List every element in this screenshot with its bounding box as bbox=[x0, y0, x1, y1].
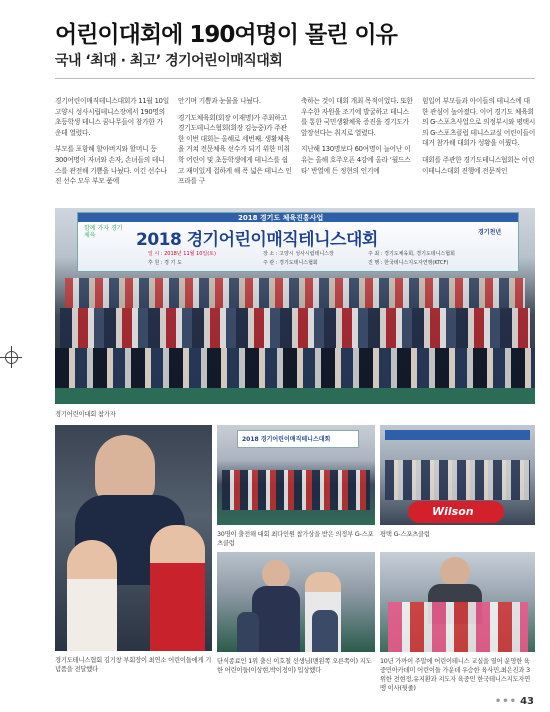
banner-venue: 장 소 : 고양시 성사시립테니스장 bbox=[263, 251, 334, 257]
caption-pyeongtaek: 평택 G-스포츠클럽 bbox=[380, 531, 430, 538]
wilson-text: Wilson bbox=[432, 505, 474, 518]
child-left bbox=[237, 612, 259, 652]
paragraph: 힘입어 부모들과 아이들의 테니스에 대한 관심이 높아졌다. 이어 경기도 체육회의 G-스포츠사업으로 의정부시와 평택시의 G-스포츠클럽 테니스교실 어린이들이 대거 참가해 대회가 성황을 이뤘다. bbox=[422, 97, 536, 148]
photo-uijeongbu-club bbox=[217, 425, 375, 525]
court-surface bbox=[55, 388, 535, 404]
banner-organizer: 주 관 : 경기도테니스협회 bbox=[263, 260, 318, 266]
caption-academy: 10년 가까이 주말에 어린이테니스 교실을 열어 운영한 육중민아카데미 어린이들 가운데 우승한 육사민,최은진과 3위한 전현정,유지환과 지도자 육중민 한국테니스지도자연맹 이사(뒷줄) bbox=[380, 658, 531, 692]
paragraph: 지난해 130명보다 60여명이 늘어난 이유는 올해 호주오픈 4강에 올라 ‘월드스타’ 반열에 든 정현의 인기에 bbox=[301, 145, 411, 175]
paragraph: 경기어린이매직테니스대회가 11월 10일 고양시 성사시립테니스장에서 190명의 초등학생 테니스 꿈나무들이 참가한 가운데 열렸다. bbox=[55, 97, 169, 137]
coach-face bbox=[262, 560, 290, 588]
mini-banner-strip bbox=[385, 430, 530, 440]
child-right bbox=[312, 610, 338, 652]
club-members bbox=[385, 460, 530, 500]
article-subtitle: 국내 ‘최대 · 최고’ 경기어린이매직대회 bbox=[55, 53, 283, 69]
page-number-value: 43 bbox=[520, 696, 534, 707]
club-members bbox=[222, 470, 370, 510]
paragraph: 경기도체육회(회장 이재명)가 주최하고 경기도테니스협회(회장 김능중)가 주관한 이번 대회는 올해로 세번째. 생활체육을 거쳐 전문체육 선수가 되기 위한 미취학 어린이 및 초등학생에게 테니스를 쉽고 재미있게 접하게 해 폭 넓은 테니스 인프라를 구 bbox=[178, 113, 292, 186]
caption-coach-lee: 단식종료인 1위 출신 이호철 선생님(맨왼쪽 오른쪽이) 지도한 어린이들(이상현,박이정이) 입상했다 bbox=[217, 658, 372, 674]
photo-award-presentation bbox=[55, 425, 212, 651]
paragraph: 부모를 포함해 할아버지와 할머니 등 300여명이 자녀와 손자, 손녀들의 테니스를 관전해 기쁨을 나눴다. 이긴 선수나 진 선수 모두 부모 품에 bbox=[55, 145, 167, 186]
mini-banner bbox=[237, 430, 359, 448]
banner-operator: 진 행 : 한국테니스지도자연맹(KTCF) bbox=[368, 260, 449, 266]
banner-anniv: 경기천년 bbox=[478, 229, 502, 236]
banner-host: 주 최 : 경기도체육회, 경기도테니스협회 bbox=[368, 251, 455, 257]
main-group-photo bbox=[55, 208, 535, 404]
mini-banner-text: 2018 경기어린이매직테니스대회 bbox=[242, 436, 331, 443]
crowd-front-row bbox=[55, 348, 535, 388]
crowd-back-row bbox=[65, 278, 525, 308]
page-number bbox=[495, 696, 534, 707]
main-photo-caption: 경기어린이대회 참가자 bbox=[55, 411, 116, 418]
banner-slogan: 함께 가자 경기 체육 bbox=[84, 225, 123, 239]
text-column-2 bbox=[178, 96, 292, 193]
girl-left bbox=[67, 540, 117, 651]
girl-right bbox=[150, 525, 205, 651]
coach-face bbox=[440, 557, 470, 587]
page-dots: ••• bbox=[494, 696, 518, 707]
event-banner bbox=[77, 212, 519, 272]
text-column-4 bbox=[422, 96, 536, 182]
paragraph: 축하는 것이 대회 개최 목적이었다. 또한 우수한 자원을 조기에 발굴하고 테니스를 통한 국민생활체육 증진을 경기도가 앞장선다는 취지로 열렸다. bbox=[301, 97, 413, 137]
article-title: 어린이대회에 190여명이 몰린 이유 bbox=[55, 22, 397, 48]
paragraph: 안기며 기쁨과 눈물을 나눴다. bbox=[178, 97, 261, 105]
photo-pyeongtaek-club bbox=[380, 425, 535, 525]
text-column-3 bbox=[301, 96, 415, 182]
banner-top-line: 2018 경기도 체육진흥사업 bbox=[238, 214, 324, 222]
coach-body bbox=[252, 586, 300, 652]
caption-award: 경기도테니스협회 김기창 부회장이 최연소 어린이들에게 기념품을 전달했다 bbox=[55, 657, 212, 673]
paragraph: 대회를 주관한 경기도테니스협회는 어린이테니스대회 진행에 전문적인 bbox=[422, 155, 535, 175]
title-divider bbox=[55, 78, 535, 79]
caption-uijeongbu: 30명이 출전해 대회 최다인원 참가상을 받은 의정부 G-스포츠클럽 bbox=[217, 531, 374, 547]
photo-coach-lee bbox=[217, 552, 375, 652]
banner-sponsor: 후 원 : 경 기 도 bbox=[148, 260, 182, 266]
photo-academy-winners bbox=[380, 552, 535, 652]
registration-mark bbox=[5, 351, 18, 364]
banner-main-title: 2018 경기어린이매직테니스대회 bbox=[136, 230, 378, 250]
winning-children bbox=[388, 602, 528, 652]
wilson-banner bbox=[408, 501, 504, 523]
banner-date: 일 시 : 2018년 11월 10일(토) bbox=[148, 251, 216, 257]
text-column-1 bbox=[55, 96, 169, 193]
crowd-middle-row bbox=[60, 308, 530, 348]
